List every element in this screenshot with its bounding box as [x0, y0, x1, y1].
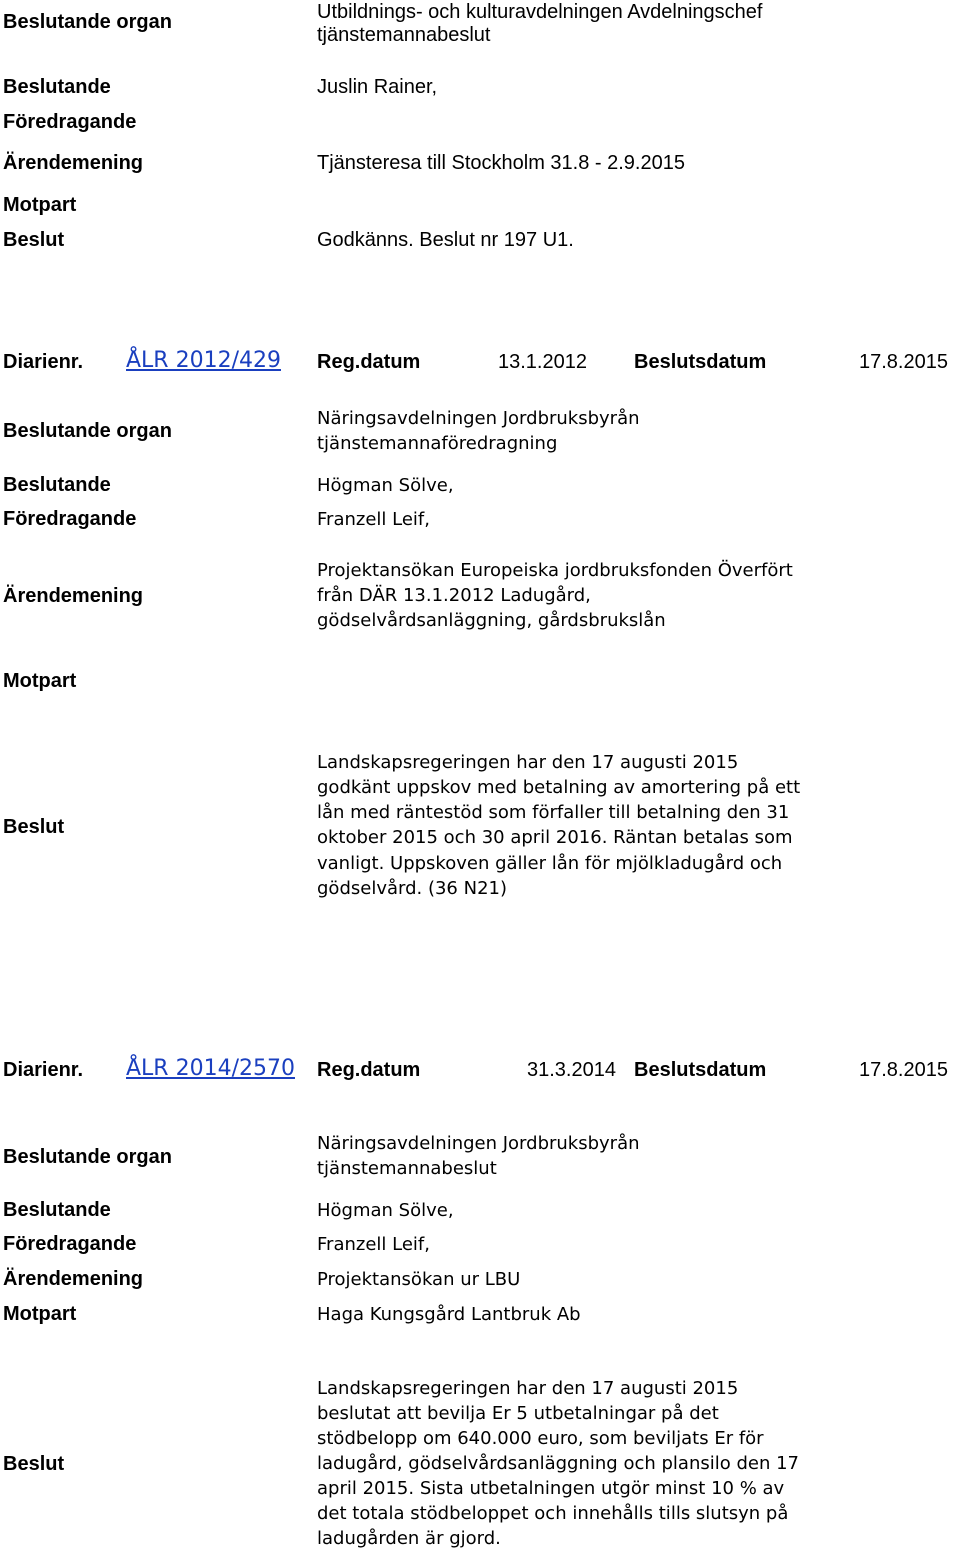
beslut-value-line5: vanligt. Uppskoven gäller lån för mjölkladugård och	[317, 853, 783, 874]
label-beslutsdatum: Beslutsdatum	[634, 1059, 767, 1081]
arendemening-value-line1: Projektansökan Europeiska jordbruksfonden Överfört	[317, 560, 793, 581]
arendemening-value: Tjänsteresa till Stockholm 31.8 - 2.9.2015	[317, 152, 685, 174]
beslut-value-line2: godkänt uppskov med betalning av amortering på ett	[317, 777, 801, 798]
beslut-value-line4: oktober 2015 och 30 april 2016. Räntan betalas som	[317, 827, 793, 848]
beslutsdatum-value: 17.8.2015	[859, 1059, 948, 1081]
beslut-value-line3: lån med räntestöd som förfaller till betalning den 31	[317, 802, 790, 823]
label-motpart: Motpart	[3, 1303, 77, 1325]
foredragande-value: Franzell Leif,	[317, 509, 430, 530]
beslutande-organ-value-line1: Utbildnings- och kulturavdelningen Avdelningschef	[317, 1, 763, 23]
foredragande-value: Franzell Leif,	[317, 1234, 430, 1255]
label-beslutsdatum: Beslutsdatum	[634, 351, 767, 373]
beslut-value-line1: Landskapsregeringen har den 17 augusti 2015	[317, 752, 739, 773]
beslutande-value: Juslin Rainer,	[317, 76, 438, 98]
beslut-value-line5: april 2015. Sista utbetalningen utgör minst 10 % av	[317, 1478, 785, 1499]
diarienr-link[interactable]: ÅLR 2014/2570	[126, 1056, 295, 1081]
beslutande-organ-value-line2: tjänstemannabeslut	[317, 24, 491, 46]
diarienr-link[interactable]: ÅLR 2012/429	[126, 348, 281, 373]
motpart-value: Haga Kungsgård Lantbruk Ab	[317, 1304, 581, 1325]
label-beslutande-organ: Beslutande organ	[3, 1146, 172, 1168]
label-beslutande-organ: Beslutande organ	[3, 420, 172, 442]
arendemening-value-line3: gödselvårdsanläggning, gårdsbrukslån	[317, 610, 666, 631]
arendemening-value-line2: från DÄR 13.1.2012 Ladugård,	[317, 585, 591, 606]
label-diarienr: Diarienr.	[3, 351, 84, 373]
beslut-value-line7: ladugården är gjord.	[317, 1528, 501, 1549]
label-beslutande: Beslutande	[3, 1199, 111, 1221]
label-arendemening: Ärendemening	[3, 1268, 144, 1290]
label-beslut: Beslut	[3, 1453, 65, 1475]
label-diarienr: Diarienr.	[3, 1059, 84, 1081]
beslutande-organ-value-line1: Näringsavdelningen Jordbruksbyrån	[317, 408, 640, 429]
label-beslut: Beslut	[3, 816, 65, 838]
beslutsdatum-value: 17.8.2015	[859, 351, 948, 373]
beslut-value-line4: ladugård, gödselvårdsanläggning och plansilo den 17	[317, 1453, 800, 1474]
beslutande-value: Högman Sölve,	[317, 475, 454, 496]
beslutande-organ-value-line2: tjänstemannabeslut	[317, 1158, 497, 1179]
label-beslutande: Beslutande	[3, 474, 111, 496]
beslutande-organ-value-line2: tjänstemannaföredragning	[317, 433, 558, 454]
label-beslutande-organ: Beslutande organ	[3, 11, 172, 33]
beslutande-organ-value-line1: Näringsavdelningen Jordbruksbyrån	[317, 1133, 640, 1154]
label-beslutande: Beslutande	[3, 76, 111, 98]
label-beslut: Beslut	[3, 229, 65, 251]
beslutande-value: Högman Sölve,	[317, 1200, 454, 1221]
beslut-value-line6: gödselvård. (36 N21)	[317, 878, 507, 899]
label-motpart: Motpart	[3, 670, 77, 692]
beslut-value-line1: Landskapsregeringen har den 17 augusti 2015	[317, 1378, 739, 1399]
label-motpart: Motpart	[3, 194, 77, 216]
label-arendemening: Ärendemening	[3, 152, 144, 174]
beslut-value-line6: det totala stödbeloppet och innehålls tills slutsyn på	[317, 1503, 789, 1524]
label-arendemening: Ärendemening	[3, 585, 144, 607]
beslut-value-line3: stödbelopp om 640.000 euro, som beviljats Er för	[317, 1428, 764, 1449]
regdatum-value: 13.1.2012	[498, 351, 587, 373]
arendemening-value: Projektansökan ur LBU	[317, 1269, 521, 1290]
regdatum-value: 31.3.2014	[527, 1059, 616, 1081]
label-foredragande: Föredragande	[3, 1233, 137, 1255]
label-regdatum: Reg.datum	[317, 351, 421, 373]
label-regdatum: Reg.datum	[317, 1059, 421, 1081]
label-foredragande: Föredragande	[3, 111, 137, 133]
label-foredragande: Föredragande	[3, 508, 137, 530]
beslut-value: Godkänns. Beslut nr 197 U1.	[317, 229, 574, 251]
beslut-value-line2: beslutat att bevilja Er 5 utbetalningar på det	[317, 1403, 719, 1424]
